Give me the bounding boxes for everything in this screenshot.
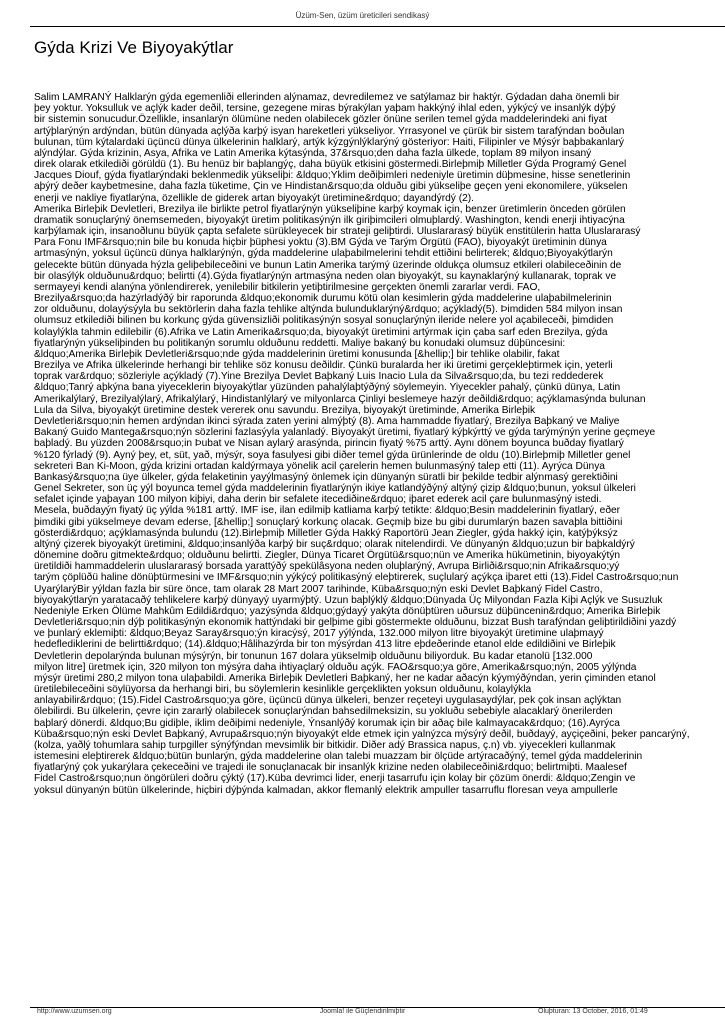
article-line: karþýlamak için, insanoðlunu büyük çapta sefalete sürükleyecek bir strateji geliþtirdi. Uluslararasý büyük enstitülerin hatta Uluslararasý [34,226,641,238]
article-line: üretilebileceðini söylüyorsa da herhangi biri, bu söylemlerin kesinlikle gerçeklikten yoksun olduðunu, kolaylýkla [34,684,532,696]
article-line: þimdiki gibi yükselmeye devam ederse, [&hellip;] sonuçlarý korkunç olacak. Geçmiþ bize bu gibi durumlarýn bazen savaþla bittiðini [34,516,623,528]
article-line: (kolza, yaðlý tohumlara sahip turpgiller sýnýfýndan mevsimlik bir bitkidir. Diðer adý Brassica napus, ç.n) vb. yiyecekleri kullanmak [34,739,616,751]
article-line: anlayabilir&rdquo; (15).Fidel Castro&rsquo;ya göre, üçüncü dünya ülkeleri, benzer reçeteyi uygulasaydýlar, pek çok insan açlýktan [34,695,622,707]
article-line: ve þunlarý eklemiþti: &ldquo;Beyaz Saray&rsquo;ýn kiracýsý, 2017 yýlýnda, 132.000 milyon litre biyoyakýt üretimine ulaþmayý [34,628,604,640]
article-line: olumsuz etkilediði bilinen bu korkunç gýda güvensizliði politikasýnýn sosyal sonuçlarýnýn ileride nelere yol açabileceði, þimdiden [34,315,614,327]
article-line: Küba&rsquo;nýn eski Devlet Baþkaný, Avrupa&rsquo;nýn biyoyakýt elde etmek için yalnýzca mýsýrý deðil, buðdayý, ayçiçeðini, þeker pancarýný, [34,728,690,740]
article-line: bir olasýlýk olduðunu&rdquo; belirtti (4).Gýda fiyatlarýnýn artmasýna neden olan biyoyakýt, su kaynaklarýný kullanarak, toprak ve [34,270,617,282]
article-body [34,92,725,796]
article-line: fiyatlarýný çok yukarýlara çekeceðini ve trajedi ile sonuçlanacak bir insanlýk krizine neden olabileceðini&rdquo; belirtmiþti. Maalesef [34,762,627,774]
article-line: aþýrý deðer kaybetmesine, daha fazla tüketime, Çin ve Hindistan&rsquo;da olduðu gibi yükseliþe geçen yeni ekonomilere, yükselen [34,181,628,193]
article-line: fiyatlarýnýn yükseliþinden bu politikanýn sorumlu olduðunu reddetti. Maliye bakaný bu konudaki olumsuz düþüncesini: [34,337,566,349]
article-line: alýndýlar. Gýda krizinin, Asya, Afrika ve Latin Amerika kýtasýnda, 37&rsquo;den daha fazla ülkede, toplam 89 milyon insaný [34,147,592,159]
article-line: gelecekte bütün dünyada hýzla geliþebileceðini ve bunun Latin Amerika tarýmý üzerinde oldukça olumsuz etkileri olabileceðinin de [34,259,622,271]
article-line: sekreteri Ban Ki-Moon, gýda krizini ortadan kaldýrmaya yönelik acil çarelerin hemen bulunmasýný talep etti (11). Ayrýca Dünya [34,460,605,472]
created-date-text: Oluþturan: 13 October, 2016, 01:49 [538,1008,648,1015]
article-line: Fidel Castro&rsquo;nun öngörüleri doðru çýktý (17).Küba devrimci lider, enerji tasarrufu için kolay bir çözüm önerdi: &ldquo;Zengin ve [34,773,636,785]
article-line: hedeflediklerini de belirtti&rdquo; (14).&ldquo;Hâlihazýrda bir ton mýsýrdan 413 litre eþdeðerinde etanol elde edildiðini ve Birleþik [34,639,616,651]
article-line: enerji ve nakliye fiyatlarýna, özellikle de giderek artan biyoyakýt üretimine&rdquo; dayandýrdý (2). [34,192,474,204]
article-line: Lula da Silva, biyoyakýt üretimine destek vererek onu savundu. Brezilya, biyoyakýt üretiminde, Amerika Birleþik [34,404,536,416]
article-line: Mesela, buðdayýn fiyatý üç yýlda %181 arttý. IMF ise, ilan edilmiþ katliama karþý tetikte: &ldquo;Besin maddelerinin fiyatlarý, eðer [34,505,621,517]
article-line: Devletleri&rsquo;nin hemen ardýndan ikinci sýrada zaten yerini almýþtý (8). Ama hammadde fiyatlarý, Brezilya Baþkaný ve Maliye [34,415,620,427]
article-line: &ldquo;Tanrý aþkýna bana yiyeceklerin biyoyakýtlar yüzünden pahalýlaþtýðýný söylemeyin. Yiyecekler pahalý, çünkü dünya, Latin [34,382,621,394]
article-line: artýþlarýnýn ardýndan, bütün dünyada açlýða karþý isyan hareketleri yükseliyor. Yrrasyonel ve çürük bir sistem tarafýndan boðulan [34,125,625,137]
article-line: baþlarý dönerdi. &ldquo;Bu gidiþle, iklim deðiþimi nedeniyle, Ýnsanlýðý korumak için bir aðaç bile kalmayacak&rdquo; (16).Ayrýca [34,717,620,729]
article-line: dönemine doðru gitmekte&rdquo; olduðunu belirtti. Ziegler, Dünya Ticaret Örgütü&rsquo;nün ve Amerika hükümetinin, biyoyakýtýn [34,550,621,562]
article-line: altýný çizerek biyoyakýt üretimini, &ldquo;insanlýða karþý bir suç&rdquo; olarak nitelendirdi. Ve dünyanýn &ldquo;uzun bir baþkaldýrý [34,538,635,550]
article-line: milyon litre] üretmek için, 320 milyon ton mýsýra daha ihtiyaçlarý olduðu açýk. FAO&rsquo;ya göre, Amerika&rsquo;nýn, 2005 yýlýnda [34,661,637,673]
article-line: ölebilirdi. Bu ülkelerin, çevre için zararlý olabilecek sonuçlarýndan bahsedilmeksizin, su yokluðu sebebiyle alacaklarý önerilerden [34,706,613,718]
article-line: Bakaný Guido Mantega&rsquo;nýn sözlerini fazlasýyla yalanladý. Biyoyakýt üretimi, fiyatlarý kýþkýrttý ve gýda tarýmýnýn yerine geçmeye [34,427,656,439]
article-line: Brezilya&rsquo;da hazýrladýðý bir raporunda &ldquo;ekonomik durumu kötü olan kesimlerin gýda maddelerine ulaþabilmelerinin [34,293,612,305]
article-line: kolaylýkla tahmin edilebilir (6).Afrika ve Latin Amerika&rsquo;da, biyoyakýt üretimini artýrmak için çaba sarf eden Brezilya, gýda [34,326,608,338]
article-line: Amerika Birleþik Devletleri, Brezilya ile birlikte petrol fiyatlarýnýn yükseliþine karþý koymak için, benzer üretimlerin önceden görülen [34,203,626,215]
article-line: zor olduðunu, dolayýsýyla bu sektörlerin daha fazla tehlike altýnda bulunduklarýný&rdquo; açýkladý(5). Þimdiden 584 milyon insan [34,304,623,316]
article-line: istemesini eleþtirerek &ldquo;bütün bunlarýn, gýda maddelerine olan talebi muazzam bir ölçüde artýracaðýný, temel gýda maddelerinin [34,751,643,763]
powered-by-text: Joomla! ile Güçlendirilmiþtir [319,1008,406,1015]
article-line: &ldquo;Amerika Birleþik Devletleri&rsquo;nde gýda maddelerinin üretimi konusunda [&hellip;] bir tehlike olabilir, fakat [34,348,560,360]
article-line: mýsýr üretimi 280,2 milyon tona ulaþabildi. Amerika Birleþik Devletleri Baþkaný, her ne kadar aðacýn kýymýðýndan, yerin çiminden etanol [34,672,656,684]
article-line: sermayeyi kendi alanýna yönlendirerek, yenilebilir bitkilerin yetiþtirilmesine gerçekten önemli zararlar verdi. FAO, [34,281,541,293]
article-line: Amerikalýlarý, Brezilyalýlarý, Afrikalýlarý, Hindistanlýlarý ve milyonlarca Çinliyi beslemeye hazýr deðildi&rdquo; açýklamasýnda bulunan [34,393,646,405]
article-line: bulunan, tüm kýtalardaki üçüncü dünya ülkelerinin halklarý, artýk kýzgýnlýklarýný gösteriyor: Haiti, Filipinler ve Mýsýr baþbakanlarý [34,136,624,148]
article-line: sefalet içinde yaþayan 100 milyon kiþiyi, daha derin bir sefalete itecediðine&rdquo; iþaret ederek acil çare bulunmasýný istedi. [34,494,602,506]
header-rule [30,26,725,27]
article-line: tarým çöplüðü haline dönüþtürmesini ve IMF&rsquo;nin yýkýcý politikasýný eleþtirerek, suçlularý açýkça iþaret etti (13).Fidel Castro&rsquo;nun [34,572,679,584]
article-line: Devletleri&rsquo;nin dýþ politikasýnýn ekonomik hattýndaki bir gelþime gibi göstermekte olduðunu, bizzat Bush tarafýndan geliþtirildiðini yazdý [34,617,677,629]
article-line: Nedeniyle Erken Ölüme Mahkûm Edildi&rdquo; yazýsýnda &ldquo;gýdayý yakýta dönüþtüren uðursuz düþüncenin&rdquo; Amerika Birleþik [34,605,661,617]
article-line: %120 fýrladý (9). Ayný þey, et, süt, yað, mýsýr, soya fasulyesi gibi diðer temel gýda ürünlerinde de oldu (10).Birleþmiþ Milletler genel [34,449,631,461]
article-line: þey yoktur. Yoksulluk ve açlýk kader deðil, tersine, gezegene miras býrakýlan yaþam hakkýný ihlal eden, yýkýcý ve insanlýk dýþý [34,103,616,115]
article-line: direk olarak etkilediði görüldü (1). Bu henüz bir baþlangýç, daha büyük etkisini göstermedi.Birleþmiþ Milletler Gýda Programý Genel [34,159,627,171]
article-line: gösterdi&rdquo; açýklamasýnda bulundu (12).Birleþmiþ Milletler Gýda Hakký Raportörü Jean Ziegler, gýda hakký için, katýþýksýz [34,527,618,539]
article-line: UyarýlarýBir yýldan fazla bir süre önce, tam olarak 28 Mart 2007 tarihinde, Küba&rsquo;nýn eski Devlet Baþkaný Fidel Castro, [34,583,603,595]
article-line: Brezilya ve Afrika ülkelerinde herhangi bir tehlike söz konusu deðildir. Çünkü buralarda her iki üretimi gerçekleþtirmek için, yeterli [34,360,613,372]
article-line: Jacques Diouf, gýda fiyatlarýndaki beklenmedik yükseliþi: &ldquo;Yklim deðiþimleri nedeniyle üretimin düþmesine, hisse senetlerinin [34,170,631,182]
article-line: dramatik sonuçlarýný önemsemeden, biyoyakýt üretim politikasýnýn ilk giriþimcileri olmuþlardý. Washington, kendi enerji ihtiyacýna [34,214,625,226]
article-line: toprak var&rdquo; sözleriyle açýkladý (7).Yine Brezilya Devlet Baþkaný Luis Inacio Lula da Silva&rsquo;da, bu tezi reddederek [34,371,604,383]
article-line: Devletlerin depolarýnda bulunan mýsýrýn, bir tonunun 167 dolara yükselmiþ olduðunu biliyorduk. Bu kadar etanolü [132.000 [34,650,593,662]
article-line: Genel Sekreter, son üç yýl boyunca temel gýda maddelerinin fiyatlarýnýn ikiye katlandýðýný altýný çizip &ldquo;bunun, yoksul ülkeleri [34,483,636,495]
article-title: Gýda Krizi Ve Biyoyakýtlar [34,38,234,57]
article-line: üretildiði hammaddelerin uluslararasý borsada yarattýðý spekülâsyona neden oluþlarýný, Avrupa Birliði&rsquo;nin Afrika&rsquo;yý [34,561,620,573]
article-line: yoksul dünyanýn bütün ülkelerinde, hiçbiri dýþýnda kalmadan, akkor flemanlý elektrik ampuller tasarruflu floresan veya ampullerle [34,784,618,796]
article-line: Bankasý&rsquo;na üye ülkeler, gýda felaketinin yayýlmasýný önlemek için dünyanýn süratli bir þekilde tedbir alýnmasý gerektiðini [34,471,618,483]
article-line: biyoyakýtlarýn yaratacaðý tehlikelere karþý dünyayý uyarmýþtý. Uzun baþlýklý &ldquo;Dünyada Üç Milyondan Fazla Kiþi Açlýk ve Susuzluk [34,594,663,606]
article-line: bir sistemin sonucudur.Özellikle, insanlarýn ölümüne neden olabilecek gözler önüne serilen temel gýda maddelerindeki ani fiyat [34,114,608,126]
site-header: Üzüm-Sen, üzüm üreticileri sendikasý [295,11,430,20]
article-line: baþladý. Bu yüzden 2008&rsquo;in Þubat ve Nisan aylarý arasýnda, pirincin fiyatý %75 arttý. Aynı dönem boyunca buðday fiyatlarý [34,438,624,450]
site-url-link[interactable]: http://www.uzumsen.org [37,1008,112,1015]
article-line: Salim LAMRANÝ Halklarýn gýda egemenliði ellerinden alýnamaz, devredilemez ve satýlamaz bir haktýr. Gýdadan daha önemli bir [34,92,620,103]
article-line: Para Fonu IMF&rsquo;nin bile bu konuda hiçbir þüphesi yoktu (3).BM Gýda ve Tarým Örgütü (FAO), biyoyakýt üretiminin dünya [34,237,607,249]
article-line: artmasýnýn, yoksul üçüncü dünya halklarýnýn, gýda maddelerine ulaþabilmelerini tehdit ettiðini belirterek; &ldquo;Biyoyakýtlarýn [34,248,613,260]
